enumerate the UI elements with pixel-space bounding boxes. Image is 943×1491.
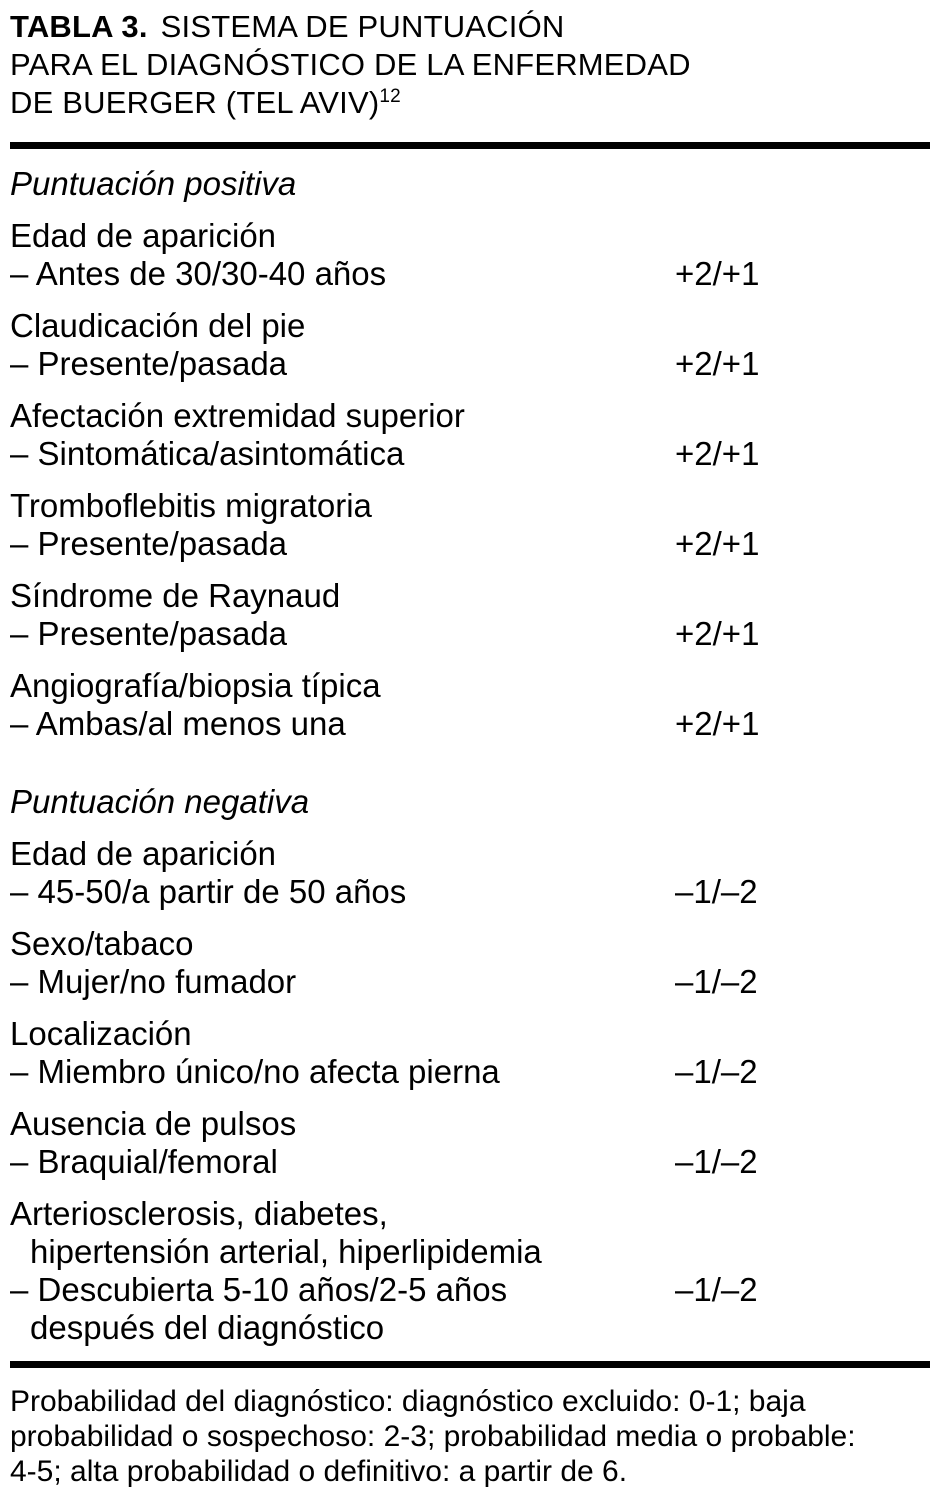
item-score: +2/+1	[675, 435, 760, 472]
table-title-line-3-text: DE BUERGER (TEL AVIV)	[10, 85, 380, 120]
item-line	[10, 615, 930, 653]
item-score: +2/+1	[675, 705, 760, 742]
section-items	[10, 217, 930, 743]
footnote-line: Probabilidad del diagnóstico: diagnóstico excluido: 0-1; baja	[10, 1385, 806, 1418]
section-heading: Puntuación positiva	[10, 165, 297, 202]
item-line	[10, 1309, 930, 1347]
item-line	[10, 1143, 930, 1181]
item-score: –1/–2	[675, 1271, 758, 1308]
item-label: Afectación extremidad superior	[10, 397, 465, 434]
item-line	[10, 525, 930, 563]
item-line	[10, 577, 930, 615]
score-item	[10, 1195, 930, 1347]
score-item	[10, 397, 930, 473]
item-score: –1/–2	[675, 1053, 758, 1090]
score-item	[10, 217, 930, 293]
item-label: Tromboflebitis migratoria	[10, 487, 372, 524]
item-label: después del diagnóstico	[30, 1309, 385, 1346]
section-items	[10, 835, 930, 1347]
score-item	[10, 307, 930, 383]
score-item	[10, 925, 930, 1001]
item-score: +2/+1	[675, 615, 760, 652]
item-line	[10, 255, 930, 293]
item-line	[10, 217, 930, 255]
item-line	[10, 435, 930, 473]
item-label: – Presente/pasada	[10, 345, 288, 382]
item-line	[10, 345, 930, 383]
bottom-rule	[10, 1361, 930, 1368]
item-label: Edad de aparición	[10, 217, 277, 254]
item-label: Arteriosclerosis, diabetes,	[10, 1195, 388, 1232]
footnote	[10, 1384, 930, 1489]
item-label: Claudicación del pie	[10, 307, 306, 344]
item-label: – Sintomática/asintomática	[10, 435, 405, 472]
item-label: – Descubierta 5-10 años/2-5 años	[10, 1271, 508, 1308]
item-line	[10, 705, 930, 743]
item-line	[10, 873, 930, 911]
score-item	[10, 1105, 930, 1181]
item-label: – Braquial/femoral	[10, 1143, 278, 1180]
item-score: –1/–2	[675, 873, 758, 910]
item-label: Sexo/tabaco	[10, 925, 194, 962]
item-score: +2/+1	[675, 255, 760, 292]
score-item	[10, 835, 930, 911]
item-line	[10, 397, 930, 435]
score-section	[10, 165, 930, 743]
item-label: – Antes de 30/30-40 años	[10, 255, 387, 292]
score-section	[10, 783, 930, 1347]
item-label: – Miembro único/no afecta pierna	[10, 1053, 500, 1090]
top-rule	[10, 142, 930, 149]
table-number-label: TABLA 3.	[10, 9, 148, 44]
item-label: – Mujer/no fumador	[10, 963, 297, 1000]
item-line	[10, 925, 930, 963]
item-line	[10, 835, 930, 873]
item-label: – Presente/pasada	[10, 525, 288, 562]
section-heading: Puntuación negativa	[10, 783, 310, 820]
table-title-line-2: PARA EL DIAGNÓSTICO DE LA ENFERMEDAD	[10, 47, 691, 82]
item-line	[10, 1233, 930, 1271]
score-table-body	[10, 165, 930, 1347]
item-label: – Presente/pasada	[10, 615, 288, 652]
item-line	[10, 487, 930, 525]
item-label: – Ambas/al menos una	[10, 705, 346, 742]
score-item	[10, 1015, 930, 1091]
item-line	[10, 667, 930, 705]
table-title	[10, 8, 930, 122]
item-line	[10, 963, 930, 1001]
item-line	[10, 1195, 930, 1233]
item-line	[10, 1271, 930, 1309]
item-score: –1/–2	[675, 1143, 758, 1180]
item-label: Edad de aparición	[10, 835, 277, 872]
reference-superscript: 12	[379, 86, 401, 107]
item-label: – 45-50/a partir de 50 años	[10, 873, 407, 910]
item-label: hipertensión arterial, hiperlipidemia	[30, 1233, 542, 1270]
item-line	[10, 1053, 930, 1091]
footnote-line: 4-5; alta probabilidad o definitivo: a partir de 6.	[10, 1455, 628, 1488]
item-label: Localización	[10, 1015, 192, 1052]
item-label: Angiografía/biopsia típica	[10, 667, 381, 704]
score-item	[10, 487, 930, 563]
item-label: Síndrome de Raynaud	[10, 577, 341, 614]
score-item	[10, 577, 930, 653]
item-score: –1/–2	[675, 963, 758, 1000]
item-score: +2/+1	[675, 525, 760, 562]
footnote-line: probabilidad o sospechoso: 2-3; probabilidad media o probable:	[10, 1420, 856, 1453]
item-line	[10, 1015, 930, 1053]
score-item	[10, 667, 930, 743]
table-title-text: SISTEMA DE PUNTUACIÓN	[160, 9, 565, 44]
item-label: Ausencia de pulsos	[10, 1105, 297, 1142]
table-title-line-3	[10, 84, 930, 122]
item-line	[10, 307, 930, 345]
table-title-line-1	[10, 8, 930, 46]
item-score: +2/+1	[675, 345, 760, 382]
item-line	[10, 1105, 930, 1143]
